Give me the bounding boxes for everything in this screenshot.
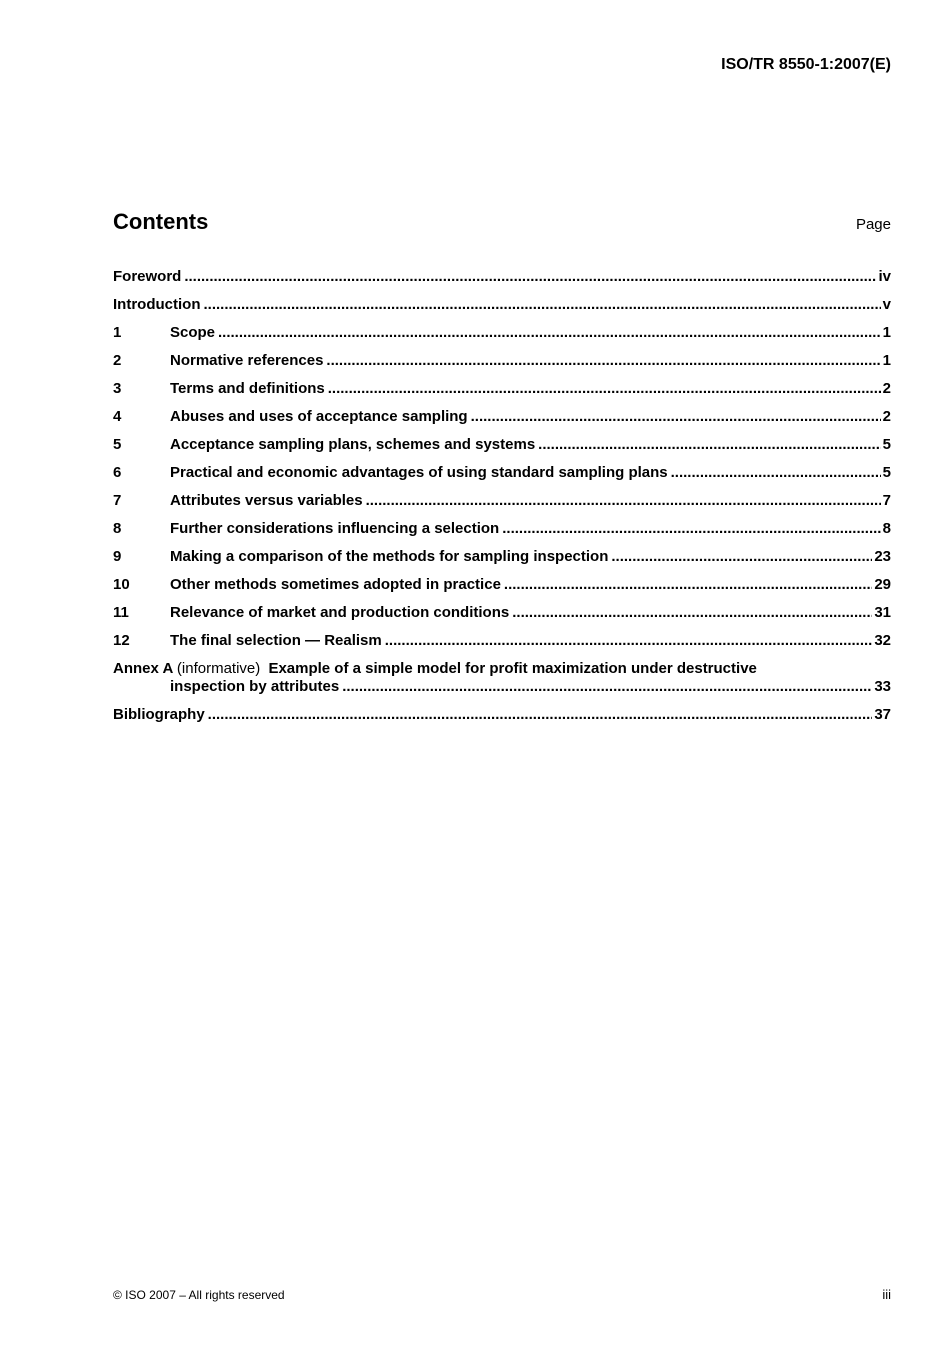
- toc-entry-number: 11: [113, 604, 129, 621]
- table-of-contents: [113, 268, 891, 734]
- toc-entry-title: Relevance of market and production conditions: [170, 604, 510, 621]
- toc-entry-number: 6: [113, 464, 122, 481]
- toc-entry-page: 33: [874, 678, 891, 695]
- toc-entry-title: Terms and definitions: [170, 380, 325, 397]
- toc-entry-page: 29: [874, 576, 891, 593]
- toc-entry-9[interactable]: [113, 548, 891, 576]
- toc-entry-page: 23: [874, 548, 891, 565]
- toc-leader-dots: [366, 492, 881, 509]
- toc-leader-dots: [512, 604, 872, 621]
- footer-copyright: © ISO 2007 – All rights reserved: [113, 1288, 285, 1302]
- toc-leader-dots: [328, 380, 881, 397]
- toc-leader-dots: [502, 520, 880, 537]
- footer-page-number: iii: [882, 1287, 891, 1302]
- toc-leader-dots: [218, 324, 881, 341]
- toc-leader-dots: [671, 464, 881, 481]
- annex-title-line2-row: [113, 678, 891, 706]
- annex-type: (informative): [176, 660, 261, 677]
- toc-entry-number: 4: [113, 408, 122, 425]
- toc-entry-introduction[interactable]: [113, 296, 891, 324]
- document-identifier: ISO/TR 8550-1:2007(E): [721, 56, 891, 73]
- toc-leader-dots: [385, 632, 873, 649]
- toc-entry-title: Practical and economic advantages of using standard sampling plans: [170, 464, 668, 481]
- toc-entry-title: Other methods sometimes adopted in practice: [170, 576, 501, 593]
- toc-entry-5[interactable]: [113, 436, 891, 464]
- toc-entry-7[interactable]: [113, 492, 891, 520]
- toc-entry-11[interactable]: [113, 604, 891, 632]
- toc-entry-page: 31: [874, 604, 891, 621]
- annex-title-line1: Example of a simple model for profit maximization under destructive: [268, 660, 757, 677]
- toc-entry-6[interactable]: [113, 464, 891, 492]
- toc-leader-dots: [538, 436, 881, 453]
- toc-entry-number: 8: [113, 520, 122, 537]
- toc-entry-number: 7: [113, 492, 122, 509]
- toc-entry-number: 1: [113, 324, 122, 341]
- toc-entry-title: Attributes versus variables: [170, 492, 363, 509]
- toc-leader-dots: [184, 268, 876, 285]
- annex-title-line2: inspection by attributes: [170, 678, 340, 695]
- toc-entry-page: v: [882, 296, 891, 313]
- contents-title: Contents: [113, 209, 209, 234]
- toc-entry-number: 3: [113, 380, 122, 397]
- annex-label: Annex A: [113, 660, 173, 677]
- toc-entry-page: 1: [882, 352, 891, 369]
- toc-entry-number: 2: [113, 352, 122, 369]
- toc-entry-bibliography[interactable]: [113, 706, 891, 734]
- toc-entry-1[interactable]: [113, 324, 891, 352]
- toc-entry-page: 5: [882, 464, 891, 481]
- toc-leader-dots: [203, 296, 880, 313]
- toc-entry-page: 2: [882, 380, 891, 397]
- toc-entry-8[interactable]: [113, 520, 891, 548]
- toc-entry-4[interactable]: [113, 408, 891, 436]
- contents-header: [113, 209, 891, 239]
- toc-leader-dots: [504, 576, 872, 593]
- toc-leader-dots: [208, 706, 873, 723]
- toc-entry-2[interactable]: [113, 352, 891, 380]
- toc-entry-title: Acceptance sampling plans, schemes and systems: [170, 436, 536, 453]
- toc-entry-12[interactable]: [113, 632, 891, 660]
- annex-heading-line: [113, 660, 891, 678]
- toc-entry-10[interactable]: [113, 576, 891, 604]
- toc-entry-title: Further considerations influencing a selection: [170, 520, 500, 537]
- toc-entry-title: Abuses and uses of acceptance sampling: [170, 408, 468, 425]
- toc-entry-foreword[interactable]: [113, 268, 891, 296]
- toc-entry-number: 10: [113, 576, 130, 593]
- toc-entry-title: Normative references: [170, 352, 324, 369]
- toc-entry-title: Introduction: [113, 296, 201, 313]
- toc-entry-page: 1: [882, 324, 891, 341]
- toc-entry-title: Scope: [170, 324, 216, 341]
- toc-leader-dots: [342, 678, 872, 695]
- toc-entry-number: 9: [113, 548, 122, 565]
- toc-entry-page: 8: [882, 520, 891, 537]
- toc-leader-dots: [611, 548, 872, 565]
- toc-entry-page: 32: [874, 632, 891, 649]
- toc-entry-page: 37: [874, 706, 891, 723]
- toc-entry-page: iv: [878, 268, 891, 285]
- toc-entry-title: Making a comparison of the methods for sampling inspection: [170, 548, 609, 565]
- page-column-label: Page: [855, 216, 891, 233]
- toc-entry-number: 12: [113, 632, 130, 649]
- toc-entry-3[interactable]: [113, 380, 891, 408]
- toc-leader-dots: [471, 408, 881, 425]
- toc-leader-dots: [326, 352, 880, 369]
- toc-entry-page: 7: [882, 492, 891, 509]
- toc-entry-title: Bibliography: [113, 706, 205, 723]
- toc-entry-page: 2: [882, 408, 891, 425]
- toc-entry-annex-a[interactable]: [113, 660, 891, 706]
- toc-entry-number: 5: [113, 436, 122, 453]
- toc-entry-title: Foreword: [113, 268, 182, 285]
- toc-entry-page: 5: [882, 436, 891, 453]
- toc-entry-title: The final selection — Realism: [170, 632, 382, 649]
